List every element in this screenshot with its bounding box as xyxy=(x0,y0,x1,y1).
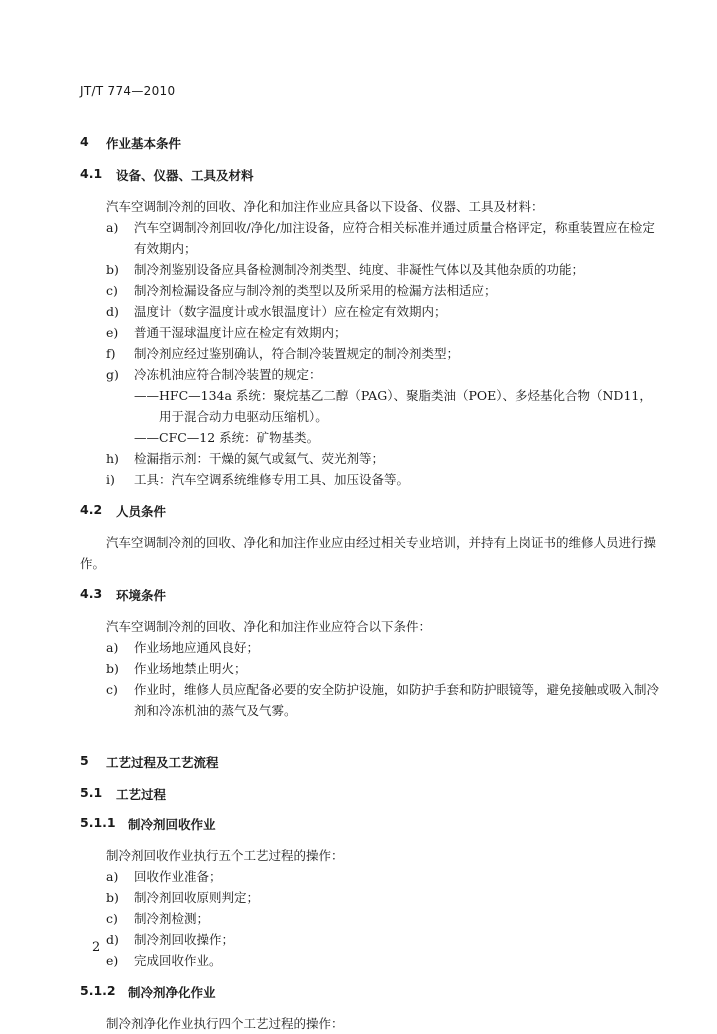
paragraph: 汽车空调制冷剂的回收、净化和加注作业应具备以下设备、仪器、工具及材料： xyxy=(106,199,544,214)
list-item xyxy=(80,887,660,908)
list-item-text: 检漏指示剂：干燥的氮气或氦气、荧光剂等； xyxy=(134,451,385,466)
list-5-1-1 xyxy=(80,866,660,971)
section-title: 工艺过程 xyxy=(116,787,167,802)
list-4-1 xyxy=(80,217,660,385)
section-5-heading xyxy=(80,753,660,771)
section-number: 4.2 xyxy=(80,502,103,517)
section-number: 5.1.1 xyxy=(80,815,116,830)
list-item-text: 制冷剂应经过鉴别确认，符合制冷装置规定的制冷剂类型； xyxy=(134,346,460,361)
section-title: 环境条件 xyxy=(116,588,167,603)
dash-item xyxy=(80,427,660,448)
section-4-1-heading xyxy=(80,166,660,184)
section-number: 4 xyxy=(80,134,89,149)
section-title: 制冷剂净化作业 xyxy=(128,985,216,1000)
section-5-1-1-heading xyxy=(80,815,660,833)
list-item-label: a) xyxy=(106,869,119,884)
dash-item-text: HFC—134a 系统：聚烷基乙二醇（PAG）、聚脂类油（POE）、多烃基化合物（ND11，用于混合动力电驱动压缩机）。 xyxy=(159,388,652,424)
list-item xyxy=(80,448,660,469)
list-item xyxy=(80,364,660,385)
paragraph: 汽车空调制冷剂的回收、净化和加注作业应符合以下条件： xyxy=(106,619,432,634)
section-title: 作业基本条件 xyxy=(106,136,182,151)
list-item xyxy=(80,301,660,322)
section-title: 设备、仪器、工具及材料 xyxy=(116,168,254,183)
list-item xyxy=(80,950,660,971)
list-item xyxy=(80,280,660,301)
section-number: 5.1.2 xyxy=(80,983,116,998)
section-4-heading xyxy=(80,134,660,152)
page-number: 2 xyxy=(92,940,101,955)
list-item-label: f) xyxy=(106,346,116,361)
section-number: 4.3 xyxy=(80,586,103,601)
list-item-text: 冷冻机油应符合制冷装置的规定： xyxy=(134,367,322,382)
list-item-label: a) xyxy=(106,640,119,655)
list-item xyxy=(80,469,660,490)
list-item xyxy=(80,343,660,364)
list-item xyxy=(80,679,660,721)
list-item-text: 温度计（数字温度计或水银温度计）应在检定有效期内； xyxy=(134,304,447,319)
dash-item-text: CFC—12 系统：矿物基类。 xyxy=(159,430,320,445)
list-item-label: c) xyxy=(106,682,118,697)
list-4-1-g-sub xyxy=(80,385,660,448)
list-item xyxy=(80,908,660,929)
section-5-1-heading xyxy=(80,785,660,803)
list-item xyxy=(80,637,660,658)
list-item-label: d) xyxy=(106,932,119,947)
list-item xyxy=(80,217,660,259)
section-4-3-heading xyxy=(80,586,660,604)
section-number: 5 xyxy=(80,753,89,768)
list-item-label: h) xyxy=(106,451,119,466)
list-item-label: b) xyxy=(106,262,119,277)
section-title: 工艺过程及工艺流程 xyxy=(106,755,219,770)
list-item-label: c) xyxy=(106,911,118,926)
list-item-text: 制冷剂回收操作； xyxy=(134,932,235,947)
list-item-label: b) xyxy=(106,890,119,905)
section-number: 5.1 xyxy=(80,785,103,800)
dash-marker: —— xyxy=(134,430,159,445)
list-item-text: 普通干湿球温度计应在检定有效期内； xyxy=(134,325,347,340)
section-title: 人员条件 xyxy=(116,504,167,519)
list-item-label: e) xyxy=(106,325,119,340)
list-item-text: 作业场地禁止明火； xyxy=(134,661,247,676)
section-4-2-heading xyxy=(80,502,660,520)
list-item-text: 作业场地应通风良好； xyxy=(134,640,260,655)
list-item-text: 汽车空调制冷剂回收/净化/加注设备，应符合相关标准并通过质量合格评定，称重装置应在检定有效期内； xyxy=(134,220,655,256)
list-item-label: g) xyxy=(106,367,119,382)
list-4-3 xyxy=(80,637,660,721)
list-item-text: 制冷剂检漏设备应与制冷剂的类型以及所采用的检漏方法相适应； xyxy=(134,283,497,298)
paragraph: 汽车空调制冷剂的回收、净化和加注作业应由经过相关专业培训，并持有上岗证书的维修人员进行操作。 xyxy=(80,535,657,571)
paragraph: 制冷剂净化作业执行四个工艺过程的操作： xyxy=(106,1016,344,1031)
list-item-label: a) xyxy=(106,220,119,235)
list-item xyxy=(80,658,660,679)
list-item-label: i) xyxy=(106,472,115,487)
standard-code: JT/T 774—2010 xyxy=(80,84,176,98)
list-item xyxy=(80,929,660,950)
list-item-text: 制冷剂鉴别设备应具备检测制冷剂类型、纯度、非凝性气体以及其他杂质的功能； xyxy=(134,262,585,277)
list-item-text: 完成回收作业。 xyxy=(134,953,222,968)
list-item xyxy=(80,259,660,280)
list-item xyxy=(80,322,660,343)
list-item-text: 制冷剂检测； xyxy=(134,911,210,926)
list-item xyxy=(80,866,660,887)
section-number: 4.1 xyxy=(80,166,103,181)
list-item-label: d) xyxy=(106,304,119,319)
section-5-1-2-heading xyxy=(80,983,660,1001)
dash-marker: —— xyxy=(134,388,159,403)
list-item-label: b) xyxy=(106,661,119,676)
list-item-text: 作业时，维修人员应配备必要的安全防护设施，如防护手套和防护眼镜等，避免接触或吸入制冷剂和冷冻机油的蒸气及气雾。 xyxy=(134,682,660,718)
paragraph: 制冷剂回收作业执行五个工艺过程的操作： xyxy=(106,848,344,863)
section-title: 制冷剂回收作业 xyxy=(128,817,216,832)
document-body xyxy=(80,126,660,1034)
list-item-text: 制冷剂回收原则判定； xyxy=(134,890,260,905)
list-item-text: 工具：汽车空调系统维修专用工具、加压设备等。 xyxy=(134,472,410,487)
dash-item xyxy=(80,385,660,427)
list-item-label: e) xyxy=(106,953,119,968)
list-4-1-cont xyxy=(80,448,660,490)
list-item-text: 回收作业准备； xyxy=(134,869,222,884)
list-item-label: c) xyxy=(106,283,118,298)
